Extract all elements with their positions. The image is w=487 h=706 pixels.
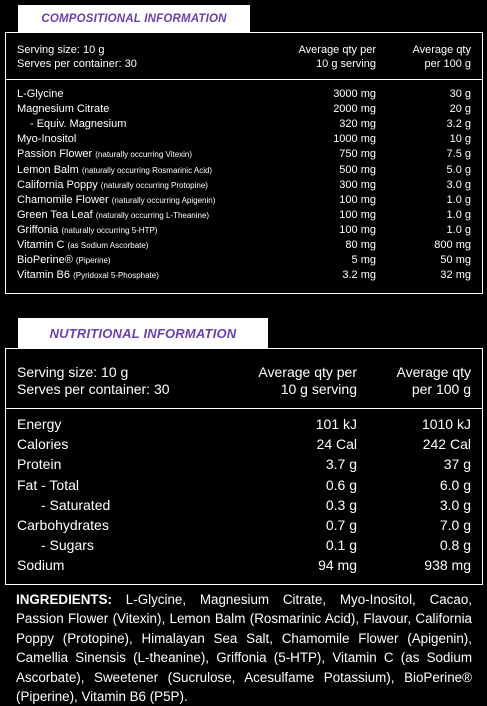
comp-ingredient-note: (Pyridoxal 5-Phosphate) <box>73 271 159 281</box>
comp-ingredient-row <box>6 163 482 178</box>
nutr-serving-value: 0.7 g <box>325 517 357 533</box>
comp-ingredient-label: Griffonia <box>17 223 59 236</box>
nutr-per100-value: 37 g <box>443 456 471 473</box>
comp-serving-value: 2000 mg <box>333 103 376 116</box>
nutr-serving-value: 0.1 g <box>325 537 357 554</box>
comp-ingredient-note: (naturally occurring 5-HTP) <box>61 225 158 235</box>
nutr-serving-size: Serving size: 10 g <box>17 364 129 380</box>
nutritional-panel <box>5 348 483 585</box>
nutr-row <box>6 436 482 454</box>
comp-ingredient-label: Green Tea Leaf <box>17 208 93 221</box>
nutr-row <box>6 497 482 515</box>
nutr-per100-value: 7.0 g <box>439 517 471 533</box>
comp-ingredient-note: (naturally occurring Apigenin) <box>111 195 216 205</box>
comp-serving-value: 100 mg <box>339 193 376 206</box>
comp-ingredient-name <box>17 208 209 223</box>
comp-per100-value: 3.0 g <box>446 178 471 191</box>
comp-ingredient-note: (naturally occurring Vitexin) <box>95 150 193 160</box>
nutr-name: Sodium <box>17 557 65 574</box>
comp-ingredient-label: Myo-Inositol <box>17 133 77 146</box>
comp-serving-value: 100 mg <box>339 223 376 236</box>
comp-ingredient-note: (Piperine) <box>75 256 111 266</box>
comp-per100-value: 30 g <box>449 88 471 100</box>
nutr-row <box>6 456 482 474</box>
comp-ingredient-row <box>6 193 482 208</box>
comp-ingredient-row <box>6 253 482 268</box>
comp-serving-value: 500 mg <box>339 163 376 176</box>
comp-ingredient-name <box>17 132 76 146</box>
comp-ingredient-label: Vitamin C <box>17 239 65 251</box>
comp-ingredient-row <box>6 87 482 102</box>
ingredients-list: L-Glycine, Magnesium Citrate, Myo-Inositol, Cacao, Passion Flower (Vitexin), Lemon Balm (Rosmarinic Acid), Flavour, California Poppy (Protopine), Himalayan Sea Salt, Chamomile Flower (Apigenin), Camellia Sinensis (L-theanine), Griffonia (5-HTP), Vitamin C (as Sodium Ascorbate), Sweetener (Sucrulose, Acesulfame Potassium), BioPerine® (Piperine), Vitamin B6 (P5P). <box>16 592 472 705</box>
comp-serving-value: 320 mg <box>339 118 376 131</box>
nutr-col-serving-header: Average qty per 10 g serving <box>258 364 357 397</box>
nutritional-title-tab: NUTRITIONAL INFORMATION <box>18 318 268 348</box>
comp-ingredient-row <box>6 178 482 193</box>
comp-ingredient-name <box>30 117 126 131</box>
comp-serving-value: 3000 mg <box>333 88 376 100</box>
ingredients-text <box>16 590 472 706</box>
comp-serving-value: 80 mg <box>345 239 376 251</box>
nutr-row <box>6 537 482 555</box>
comp-serves-per-container: Serves per container: 30 <box>17 58 137 70</box>
comp-ingredient-label: Chamomile Flower <box>17 193 109 206</box>
nutr-serving-value: 0.3 g <box>325 496 357 513</box>
nutr-serving-value: 3.7 g <box>325 456 357 473</box>
comp-ingredient-name <box>17 102 109 116</box>
nutr-row <box>6 517 482 535</box>
comp-col-100g-header: Average qty per 100 g <box>412 44 471 70</box>
comp-ingredient-name <box>17 268 159 283</box>
nutr-name: Protein <box>17 456 62 473</box>
comp-serving-value: 300 mg <box>339 178 376 191</box>
comp-ingredient-label: Passion Flower <box>17 148 93 161</box>
comp-ingredient-note: (as Sodium Ascorbate) <box>67 241 149 250</box>
nutr-header-divider <box>6 408 482 409</box>
nutr-name: Carbohydrates <box>17 517 109 533</box>
comp-per100-value: 800 mg <box>434 239 471 251</box>
comp-serving-size: Serving size: 10 g <box>17 44 105 56</box>
nutr-per100-value: 0.8 g <box>439 537 471 554</box>
comp-ingredient-name <box>17 238 148 253</box>
comp-serving-value: 3.2 mg <box>342 269 376 282</box>
nutr-name: Calories <box>17 436 69 453</box>
comp-per100-value: 1.0 g <box>446 193 471 206</box>
ingredients-label: INGREDIENTS: <box>16 592 112 607</box>
comp-ingredient-label: Magnesium Citrate <box>17 103 110 116</box>
comp-ingredient-label: California Poppy <box>17 178 98 191</box>
comp-ingredient-label: Lemon Balm <box>17 163 79 176</box>
nutr-row <box>6 416 482 434</box>
nutr-row <box>6 477 482 495</box>
comp-ingredient-row <box>6 117 482 132</box>
nutr-per100-value: 1010 kJ <box>421 416 471 432</box>
nutr-serving-value: 101 kJ <box>315 416 357 432</box>
nutr-serving-value: 24 Cal <box>316 436 357 453</box>
comp-ingredient-name <box>17 223 157 238</box>
comp-ingredient-row <box>6 238 482 253</box>
comp-per100-value: 5.0 g <box>446 163 471 176</box>
comp-per100-value: 1.0 g <box>446 223 471 236</box>
comp-ingredient-note: (naturally occurring Rosmarinic Acid) <box>81 165 213 175</box>
comp-ingredient-label: Vitamin B6 <box>17 269 70 282</box>
comp-ingredient-name <box>17 253 111 268</box>
comp-ingredient-note: (naturally occurring L-Theanine) <box>95 210 210 220</box>
comp-ingredient-row <box>6 132 482 147</box>
comp-per100-value: 50 mg <box>440 254 471 267</box>
comp-ingredient-name <box>17 193 215 208</box>
comp-per100-value: 7.5 g <box>446 148 471 161</box>
nutr-row <box>6 557 482 575</box>
comp-ingredient-row <box>6 223 482 238</box>
nutr-name: Fat - Total <box>17 476 79 493</box>
comp-ingredient-name <box>17 87 63 101</box>
comp-serving-value: 5 mg <box>351 254 376 267</box>
nutr-col-100g-header: Average qty per 100 g <box>396 364 471 397</box>
comp-serving-value: 1000 mg <box>333 133 376 146</box>
nutr-serving-value: 94 mg <box>318 557 357 574</box>
comp-per100-value: 1.0 g <box>446 208 471 221</box>
nutr-serves-per-container: Serves per container: 30 <box>17 381 170 397</box>
compositional-panel <box>5 32 483 294</box>
nutr-per100-value: 6.0 g <box>439 476 471 493</box>
nutr-serving-value: 0.6 g <box>325 476 357 493</box>
nutr-per100-value: 242 Cal <box>422 436 471 453</box>
comp-ingredient-row <box>6 268 482 283</box>
comp-per100-value: 20 g <box>449 103 471 116</box>
comp-serving-value: 750 mg <box>339 148 376 161</box>
nutr-per100-value: 938 mg <box>424 557 471 574</box>
comp-ingredient-name <box>17 178 208 193</box>
nutr-name: - Sugars <box>41 537 94 554</box>
comp-ingredient-row <box>6 102 482 117</box>
comp-ingredient-label: - Equiv. Magnesium <box>30 118 127 131</box>
nutr-name: Energy <box>17 416 62 432</box>
comp-ingredient-label: L-Glycine <box>17 88 64 100</box>
comp-per100-value: 3.2 g <box>446 118 471 131</box>
comp-header-divider <box>6 79 482 80</box>
comp-per100-value: 32 mg <box>440 269 471 282</box>
compositional-title-tab: COMPOSITIONAL INFORMATION <box>18 5 250 32</box>
comp-ingredient-name <box>17 147 192 162</box>
comp-per100-value: 10 g <box>449 133 471 146</box>
comp-ingredient-name <box>17 163 212 178</box>
nutr-per100-value: 3.0 g <box>439 496 471 513</box>
comp-ingredient-row <box>6 147 482 162</box>
nutr-name: - Saturated <box>41 496 111 513</box>
comp-ingredient-row <box>6 208 482 223</box>
comp-ingredient-label: BioPerine® <box>17 254 73 267</box>
comp-ingredient-note: (naturally occurring Protopine) <box>100 180 208 190</box>
comp-col-serving-header: Average qty per 10 g serving <box>298 44 376 70</box>
comp-serving-value: 100 mg <box>339 208 376 221</box>
